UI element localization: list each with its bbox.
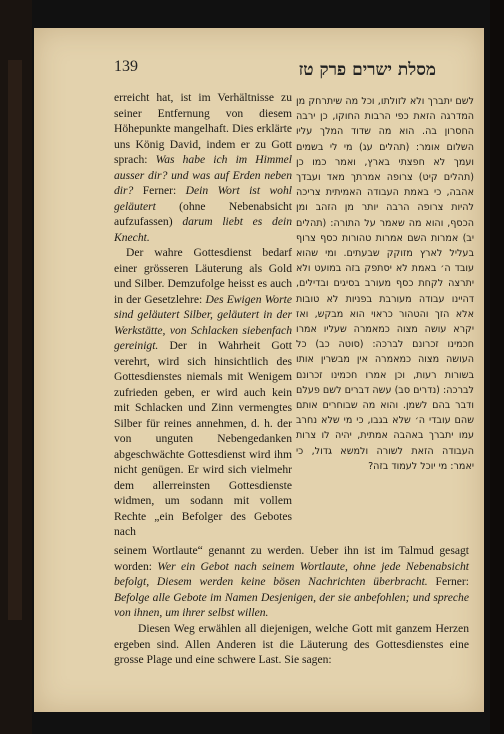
quote: darum liebt es dein Knecht. <box>114 215 292 244</box>
page-header <box>34 58 484 88</box>
book-spine <box>0 0 32 734</box>
quote: Befolge alle Gebote im Namen Desjenigen, der sie anbefohlen; und spreche von ihnen, um ihrer selbst willen. <box>114 590 469 620</box>
german-paragraph-2 <box>114 245 292 540</box>
text-span: Ferner: <box>142 184 177 197</box>
text-span: Der in Wahrheit Gott verehrt, wird sich hinsichtlich des Gottesdienstes niemals mit Wenigem zufrieden geben, er wird auch kein mit Schlacken und Zinn vermengtes Silber für reines annehmen, d. h. der von unguten Nebengedanken abgeschwächte Gottesdienst wird ihm nicht genügen. Er wird sich vielmehr dem allerreinsten Gottesdienste widmen, um sodann mit vollem Rechte „ein Befolger des Gebotes nach <box>114 339 292 538</box>
spine-strip <box>8 60 22 620</box>
quote: Des Ewigen Worte sind geläutert Silber, geläutert in der Werkstätte, von Schlacken siebenfach gereinigt. <box>114 292 292 352</box>
text-span: erreicht hat, ist im Verhältnisse zu seiner Entfernung von diesem Höhepunkte mangelhaft. Dies erklärte uns König David, indem er zu Gott sprach: <box>114 91 292 166</box>
german-column <box>114 90 292 540</box>
text-span: Ferner: <box>435 575 469 589</box>
full-paragraph-1 <box>114 543 469 621</box>
page-number: 139 <box>114 58 138 75</box>
hebrew-text: לשם יתברך ולא לזולתו, וכל מה שיתרחק מן המדרגה הזאת כפי הרבות החוקו, כן ירבה החסרון בה. הוא מה שדוד המלך עליו השלום אומר: (תהלים עג) מי לי בשמים ועמך לא חפצתי בארץ, ואמר כמו כן (תהלים קיט) צרופה אמרתך מאד ועבדך אהבה, כי באמת העבודה האמיתית צריכה להיות צרופה הרבה יותר מן הזהב ומן הכסף, והוא מה שאמר על התורה: (תהלים יב) אמרות השם אמרות טהורות כסף צרוף בעליל לארץ מזוקק שבעתים. ומי שהוא עובד ה׳ באמת לא יסתפק בזה במועט ולא יתרצה לקחת כסף מעורב בסיגים ובדילים, דהיינו עבודה מעורבת בפניות לא טובות אלא הזך והטהור כראוי הוא מבקש, ואז יקרא עושה מצוה כמאמרה שעליו אמרו חכמינו זכרונם לברכה: (סוטה כב) כל העושה מצוה כמאמרה אין מבשרין אותו בשורות רעות, וכן אמרו חכמינו זכרונם לברכה: (נדרים סב) עשה דברים לשם פעלם ודבר בהם לשמן. והוא מה שבוחרים אותם שהם עובדי ה׳ שלא בגבו, כי מי שלא נחרב עמו יתברך באהבה אמתית, יהיה לו צרות העבודה הזאת לשורה ולמשא גדול, כי יאמר: מי יוכל לעמוד בזה? <box>296 96 474 472</box>
hebrew-column <box>296 94 474 474</box>
book-page <box>34 28 484 712</box>
quote: Wer ein Gebot nach seinem Wortlaute, ohne jede Nebenabsicht befolgt, Diesem werden keine bösen Nachrichten überbracht. <box>114 559 469 589</box>
text-span: seinem Wortlaute“ genannt zu werden. Ueber ihn ist im Talmud gesagt worden: <box>114 544 469 573</box>
text-span: Der wahre Gottesdienst bedarf einer grösseren Läuterung als Gold und Silber. Demzufolge heisst es auch in der Gesetzlehre: <box>114 246 292 306</box>
quote: Dein Wort ist wohl geläutert <box>114 184 292 213</box>
full-width-text <box>114 543 469 668</box>
german-paragraph-1 <box>114 90 292 245</box>
right-page-edge <box>490 0 504 734</box>
text-span: (ohne Nebenabsicht aufzufassen) <box>114 199 292 228</box>
quote: Was habe ich im Himmel ausser dir? und was auf Erden neben dir? <box>114 153 292 197</box>
full-paragraph-2: Diesen Weg erwählen all diejenigen, welche Gott mit ganzem Herzen ergeben sind. Allen Anderen ist die Läuterung des Gottesdienstes eine grosse Plage und eine schwere Last. Sie sagen: <box>114 621 469 667</box>
running-head-hebrew: מסלת ישרים פרק טז <box>298 60 436 80</box>
